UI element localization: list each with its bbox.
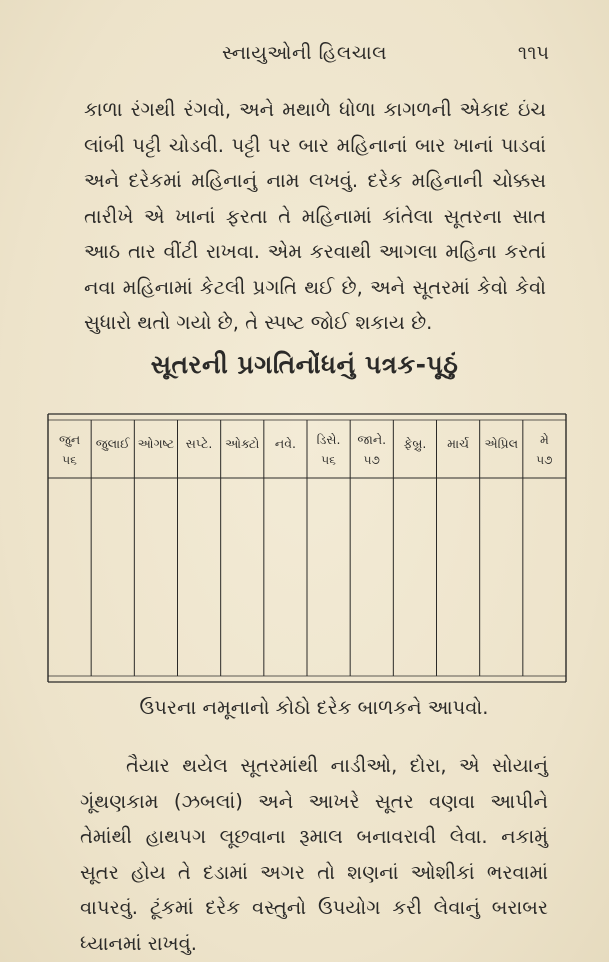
column-header: ઓગષ્ટ	[137, 436, 175, 451]
table-caption: ઉપરના નમૂનાનો કોઠો દરેક બાળકને આપવો.	[139, 696, 489, 719]
progress-table-svg	[42, 408, 572, 688]
column-header: નવે.	[274, 436, 296, 451]
column-header: જુલાઈ	[95, 436, 130, 451]
column-header: જુન	[59, 432, 81, 447]
progress-chart-table	[42, 408, 572, 688]
column-header-year: ૫૭	[363, 453, 380, 467]
running-title: સ્નાયુઓની હિલચાલ	[222, 42, 387, 64]
table-title: સૂતરની પ્રગતિનોંધનું પત્રક-પૂઠું	[150, 350, 459, 379]
column-header: મે	[540, 432, 549, 447]
column-header-year: ૫૬	[62, 453, 77, 467]
column-header: ડિસે.	[316, 432, 341, 447]
column-header-year: ૫૭	[536, 453, 553, 467]
column-header: ફેબ્રુ.	[403, 436, 427, 451]
column-header: જાને.	[357, 432, 387, 447]
paragraph-2: તૈયાર થયેલ સૂતરમાંથી નાડીઓ, દોરા, એ સોયાનું ગૂંથણકામ (ઝબલાં) અને આખરે સૂતર વણવા આપીને તેમાંથી હાથપગ લૂછવાના રૂમાલ બનાવરાવી લેવા. નકામું સૂતર હોય તે દડામાં અગર તો શણનાં ઓશીકાં ભરવામાં વાપરવું. ટૂંકમાં દરેક વસ્તુનો ઉપયોગ કરી લેવાનું બરાબર ધ્યાનમાં રાખવું.	[80, 754, 548, 955]
page-number: ૧૧૫	[517, 42, 549, 64]
column-header: એપ્રિલ	[484, 436, 519, 451]
paragraph-1: કાળા રંગથી રંગવો, અને મથાળે ધોળા કાગળની એકાદ ઇંચ લાંબી પટ્ટી ચોડવી. પટ્ટી પર બાર મહિનાનાં બાર ખાનાં પાડવાં અને દરેકમાં મહિનાનું નામ લખવું. દરેક મહિનાની ચોક્કસ તારીખે એ ખાનાં ફરતા તે મહિનામાં કાંતેલા સૂતરના સાત આઠ તાર વીંટી રાખવા. એમ કરવાથી આગલા મહિના કરતાં નવા મહિનામાં કેટલી પ્રગતિ થઈ છે, અને સૂતરમાં કેવો કેવો સુધારો થતો ગયો છે, તે સ્પષ્ટ જોઈ શકાય છે.	[84, 98, 546, 334]
column-header: માર્ચ	[447, 436, 470, 451]
running-header	[60, 42, 549, 72]
column-header: સપ્ટે.	[185, 436, 213, 451]
column-header: ઓક્ટો	[225, 436, 260, 451]
column-header-year: ૫૬	[321, 453, 336, 467]
